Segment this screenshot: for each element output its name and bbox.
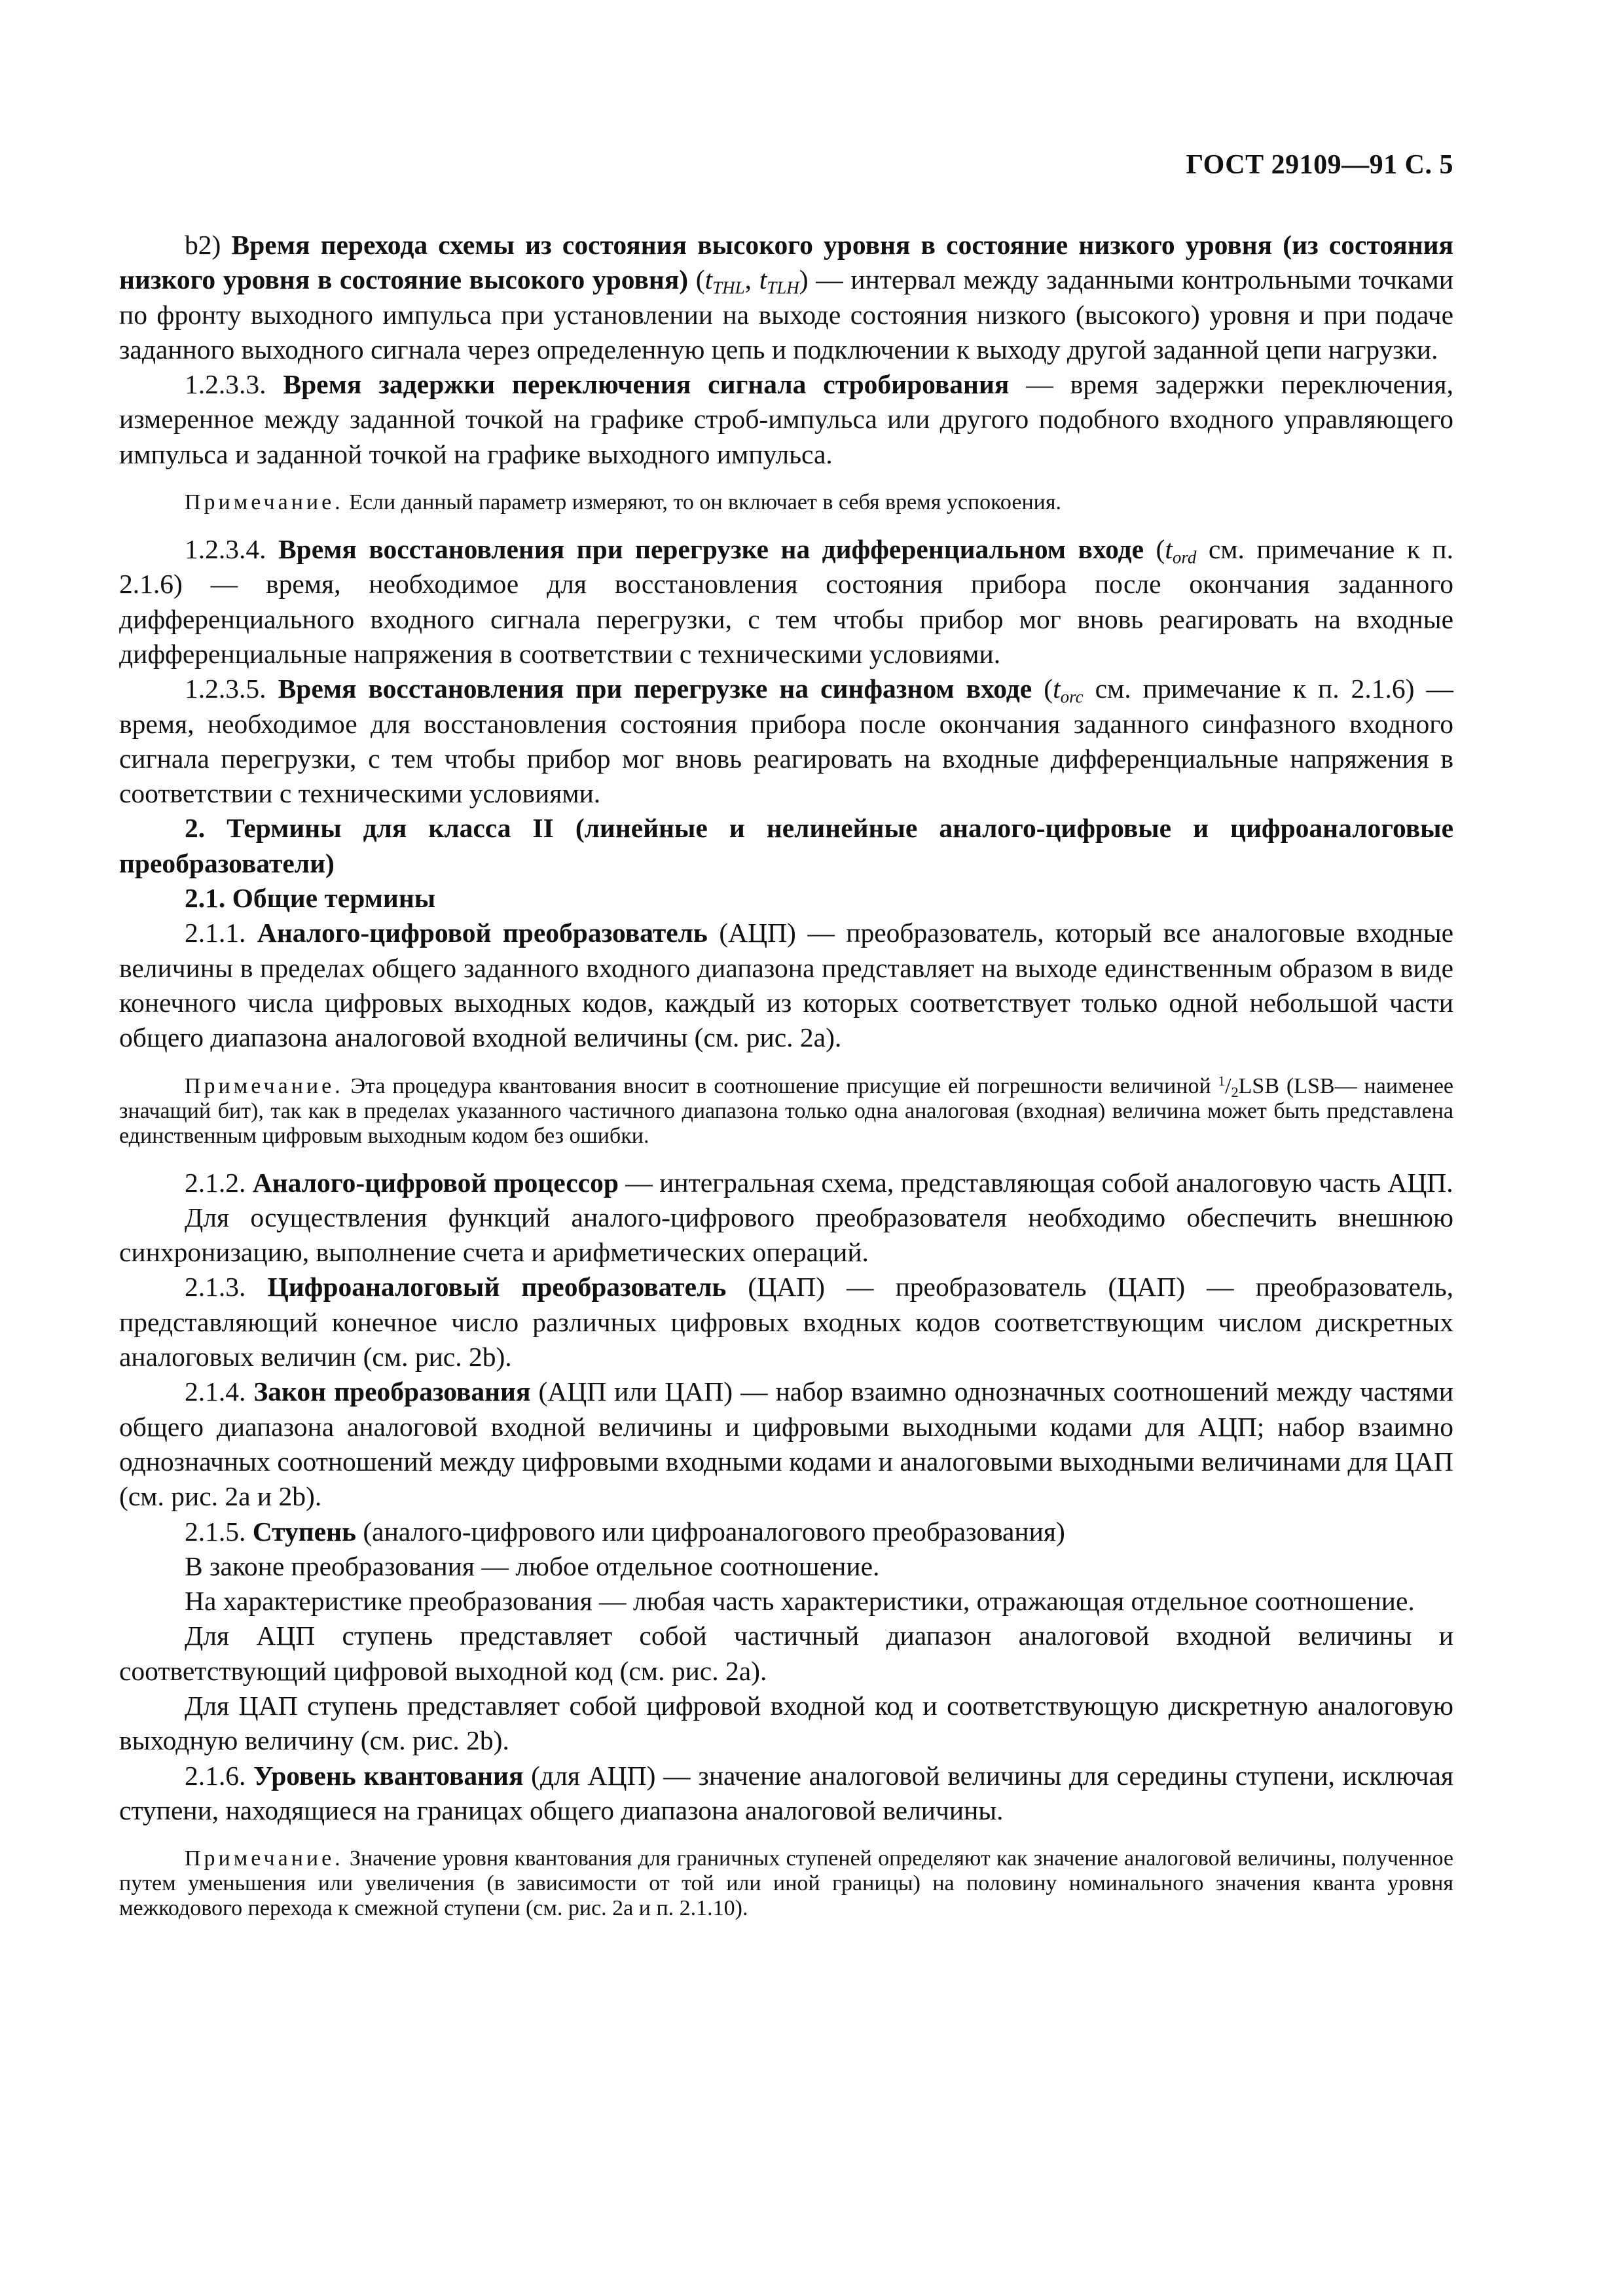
term-heading: Уровень квантования bbox=[253, 1760, 524, 1791]
definition-text: см. примечание к п. 2.1.6) — время, необходимое для восстановления состояния прибора после окончания заданного синфазного входного сигнала перегрузки, с тем чтобы прибор мог вновь реагировать на входные дифференциальные напряжения в соответствии с техническими условиями. bbox=[119, 673, 1454, 809]
definition-text: — интегральная схема, представляющая собой аналоговую часть АЦП. bbox=[618, 1167, 1453, 1198]
paragraph-2-1-5-e: Для ЦАП ступень представляет собой цифровой входной код и соответствующую дискретную аналоговую выходную величину (см. рис. 2b). bbox=[119, 1690, 1453, 1756]
paragraph-2-1-5 bbox=[119, 1515, 1453, 1549]
note-3 bbox=[119, 1846, 1453, 1921]
note-label: Примечание. bbox=[185, 1846, 344, 1871]
page-header: ГОСТ 29109—91 С. 5 bbox=[1186, 150, 1453, 180]
term-heading: Время задержки переключения сигнала стробирования bbox=[283, 369, 1010, 400]
paragraph-2-1-2-cont: Для осуществления функций аналого-цифрового преобразователя необходимо обеспечить внешнюю синхронизацию, выполнение счета и арифметических операций. bbox=[119, 1202, 1453, 1268]
paragraph-1-2-3-3 bbox=[119, 367, 1453, 472]
definition-text: — интервал между заданными контрольными точками по фронту выходного импульса при установлении на выходе состояния низкого (высокого) уровня и при подаче заданного выходного сигнала через определенную цепь и подключении к выходу другой заданной цепи нагрузки. bbox=[119, 264, 1453, 365]
note-1 bbox=[119, 490, 1453, 515]
document-body bbox=[119, 228, 1453, 1938]
paragraph-2-1-1 bbox=[119, 916, 1453, 1055]
term-heading: Время восстановления при перегрузке на дифференциальном входе bbox=[278, 534, 1144, 565]
term-heading: Аналого-цифровой процессор bbox=[252, 1167, 619, 1198]
note-text: Значение уровня квантования для граничных ступеней определяют как значение аналоговой величины, полученное путем уменьшения или увеличения (в зависимости от той или иной границы) на половину номинального значения кванта уровня межкодового перехода к смежной ступени (см. рис. 2а и п. 2.1.10). bbox=[119, 1846, 1453, 1921]
section-heading-2: 2. Термины для класса II (линейные и нелинейные аналого-цифровые и цифроаналоговые преобразователи) bbox=[119, 813, 1453, 878]
clause-number: 1.2.3.5. bbox=[185, 673, 266, 704]
term-heading: Цифроаналоговый преобразователь bbox=[267, 1272, 727, 1302]
paragraph-2-1-5-c: На характеристике преобразования — любая часть характеристики, отражающая отдельное соотношение. bbox=[185, 1586, 1415, 1617]
paragraph-2-1-4 bbox=[119, 1374, 1453, 1514]
paragraph-2-1-5-b: В законе преобразования — любое отдельное соотношение. bbox=[185, 1551, 880, 1581]
term-heading: Время перехода схемы из состояния высокого уровня в состояние низкого уровня (из состояния низкого уровня в состояние высокого уровня) bbox=[119, 230, 1453, 295]
definition-text: (АЦП) — преобразователь, который все аналоговые входные величины в пределах общего заданного входного диапазона представляет на выходе единственным образом в виде конечного числа цифровых выходных кодов, каждый из которых соответствует только одной небольшой части общего диапазона аналоговой входной величины (см. рис. 2а). bbox=[119, 918, 1454, 1053]
definition-text: (для АЦП) — значение аналоговой величины для середины ступени, исключая ступени, находящиеся на границах общего диапазона аналоговой величины. bbox=[119, 1760, 1454, 1825]
term-heading: Закон преобразования bbox=[253, 1376, 531, 1407]
paragraph-b2: b2) Время перехода схемы из состояния высокого уровня в состояние низкого уровня (из состояния низкого уровня в состояние высокого уровня) ($t_{THL}$, $t_{TLH}$) — интервал между заданными контрольными точками по фронту выходного импульса при установлении на выходе состояния низкого (высокого) уровня и при подаче заданного выходного сигнала через определенную цепь и подключении к выходу другой заданной цепи нагрузки. bbox=[119, 230, 1453, 365]
clause-number: 1.2.3.3. bbox=[185, 369, 266, 400]
clause-number: b2) bbox=[185, 230, 221, 260]
note-label: Примечание. bbox=[185, 1073, 344, 1098]
paragraph-2-1-3 bbox=[119, 1270, 1453, 1374]
definition-text: (аналого-цифрового или цифроаналогового преобразования) bbox=[356, 1516, 1065, 1547]
clause-number: 2.1.5. bbox=[185, 1516, 246, 1547]
note-2: Примечание. Эта процедура квантования вносит в соотношение присущие ей погрешности величиной $^1/_2LSB$ (LSB— наименее значащий бит), так как в пределах указанного частичного диапазона только одна аналоговая (входная) величина может быть представлена единственным цифровым выходным кодом без ошибки. bbox=[119, 1072, 1453, 1148]
note-label: Примечание. bbox=[185, 490, 344, 515]
clause-number: 2.1.3. bbox=[185, 1272, 246, 1302]
clause-number: 2.1.6. bbox=[185, 1760, 246, 1791]
definition-text: (АЦП или ЦАП) — набор взаимно однозначных соотношений между частями общего диапазона аналоговой входной величины и цифровыми выходными кодами для АЦП; набор взаимно однозначных соотношений между цифровыми входными кодами и аналоговыми выходными величинами для ЦАП (см. рис. 2а и 2b). bbox=[119, 1376, 1453, 1512]
definition-text: — время задержки переключения, измеренное между заданной точкой на графике строб-импульса или другого подобного входного управляющего импульса и заданной точкой на графике выходного импульса. bbox=[119, 369, 1453, 469]
term-heading: Время восстановления при перегрузке на синфазном входе bbox=[278, 673, 1032, 704]
paragraph-2-1-5-d: Для АЦП ступень представляет собой частичный диапазон аналоговой входной величины и соответствующий цифровой выходной код (см. рис. 2а). bbox=[119, 1621, 1453, 1686]
clause-number: 2.1.2. bbox=[185, 1167, 246, 1198]
paragraph-2-1-2 bbox=[119, 1166, 1453, 1200]
clause-number: 2.1.1. bbox=[185, 918, 246, 948]
term-heading: Аналого-цифровой преобразователь bbox=[257, 918, 708, 948]
definition-text: (ЦАП) — преобразователь (ЦАП) — преобразователь, представляющий конечное число различных цифровых входных кодов соответствующим числом дискретных аналоговых величин (см. рис. 2b). bbox=[119, 1272, 1454, 1372]
term-heading: Ступень bbox=[252, 1516, 356, 1547]
paragraph-1-2-3-5: 1.2.3.5. Время восстановления при перегрузке на синфазном входе ($t_{orc}$ см. примечание к п. 2.1.6) — время, необходимое для восстановления состояния прибора после окончания заданного синфазного входного сигнала перегрузки, с тем чтобы прибор мог вновь реагировать на входные дифференциальные напряжения в соответствии с техническими условиями. bbox=[119, 673, 1454, 809]
note-text: Если данный параметр измеряют, то он включает в себя время успокоения. bbox=[343, 490, 1061, 515]
clause-number: 1.2.3.4. bbox=[185, 534, 266, 565]
paragraph-2-1-6 bbox=[119, 1759, 1453, 1829]
clause-number: 2.1.4. bbox=[185, 1376, 246, 1407]
definition-text: см. примечание к п. 2.1.6) — время, необходимое для восстановления состояния прибора после окончания заданного дифференциального входного сигнала перегрузки, с тем чтобы прибор мог вновь реагировать на входные дифференциальные напряжения в соответствии с техническими условиями. bbox=[119, 534, 1453, 669]
section-heading-2-1: 2.1. Общие термины bbox=[185, 883, 436, 914]
paragraph-1-2-3-4: 1.2.3.4. Время восстановления при перегрузке на дифференциальном входе ($t_{ord}$ см. примечание к п. 2.1.6) — время, необходимое для восстановления состояния прибора после окончания заданного дифференциального входного сигнала перегрузки, с тем чтобы прибор мог вновь реагировать на входные дифференциальные напряжения в соответствии с техническими условиями. bbox=[119, 534, 1453, 669]
